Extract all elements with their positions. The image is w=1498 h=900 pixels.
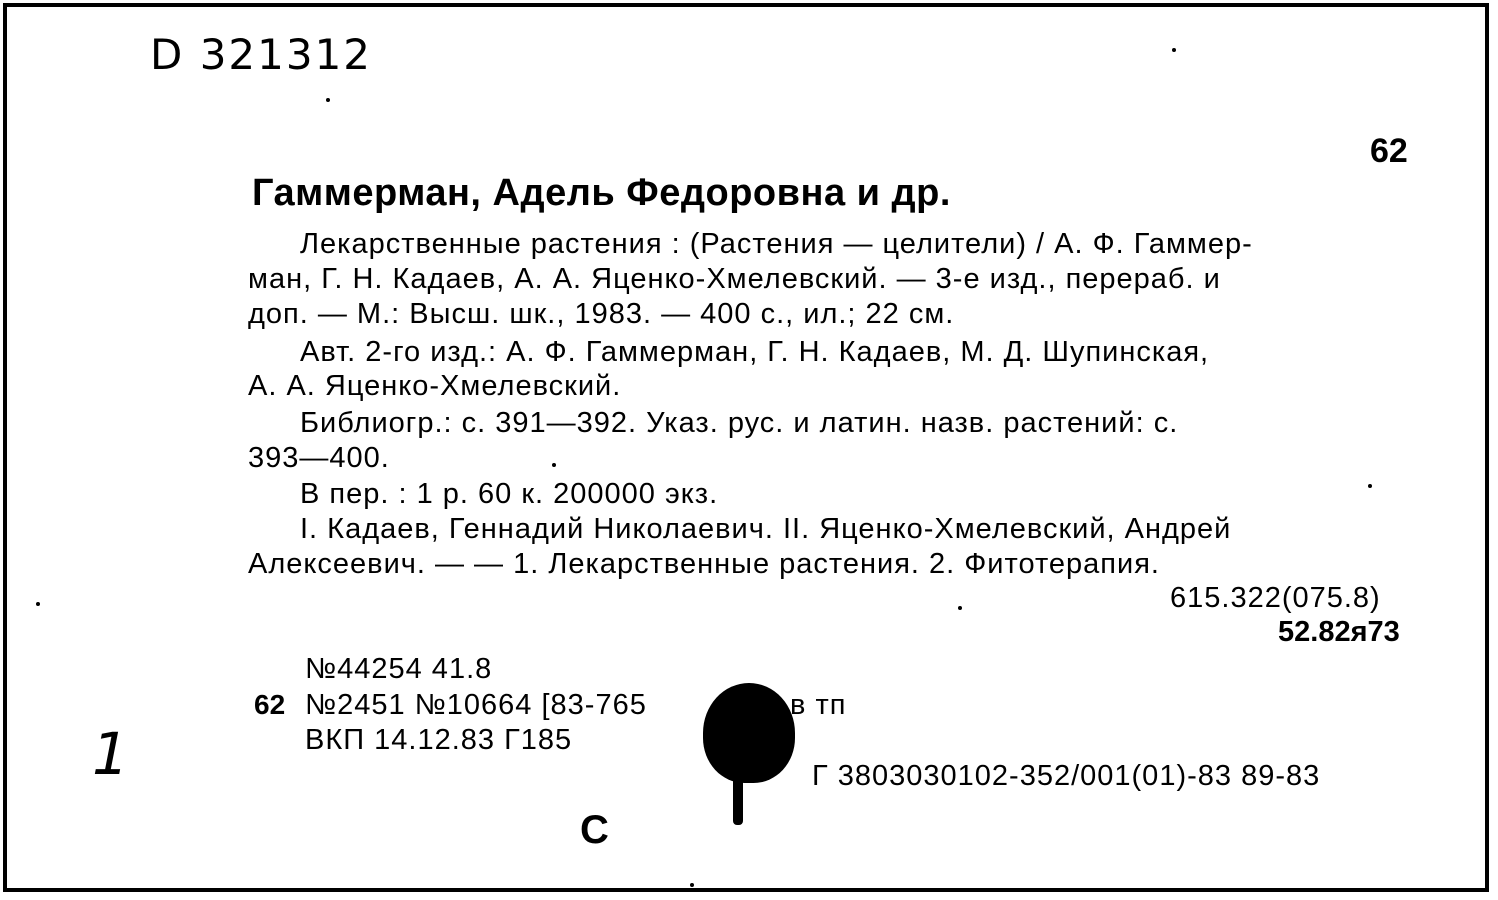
footer-line-2-suffix: в тп (790, 689, 847, 721)
bibliography-line-2: 393—400. (248, 442, 390, 474)
authors-note-line-2: А. А. Яценко-Хмелевский. (248, 370, 622, 402)
description-line-1: Лекарственные растения : (Растения — целители) / А. Ф. Гаммер- (300, 228, 1253, 260)
authors-note-line-1: Авт. 2-го изд.: А. Ф. Гаммерман, Г. Н. Кадаев, М. Д. Шупинская, (300, 336, 1210, 368)
speck (552, 463, 556, 467)
speck (1172, 48, 1176, 52)
footer-line-2-prefix: 62 (254, 689, 286, 720)
speck (1368, 484, 1372, 488)
speck (690, 883, 694, 887)
footer-line-2: №2451 №10664 [83-765 (305, 689, 647, 721)
udc-index: 615.322(075.8) (1170, 582, 1381, 614)
bbk-index: 52.82я73 (1278, 616, 1400, 648)
isbn-line: Г 3803030102-352/001(01)-83 89-83 (812, 760, 1321, 792)
footer-line-1: №44254 41.8 (305, 653, 493, 685)
handwritten-mark: 1 (92, 720, 129, 788)
ink-blot-tail (733, 770, 743, 825)
tracings-line-1: I. Кадаев, Геннадий Николаевич. II. Яценко-Хмелевский, Андрей (300, 513, 1232, 545)
price-line: В пер. : 1 р. 60 к. 200000 экз. (300, 478, 719, 510)
bottom-letter: С (580, 808, 609, 852)
main-heading: Гаммерман, Адель Федоровна и др. (252, 172, 951, 214)
speck (326, 98, 330, 102)
tracings-line-2: Алексеевич. — — 1. Лекарственные растения. 2. Фитотерапия. (248, 548, 1160, 580)
bibliography-line-1: Библиогр.: с. 391—392. Указ. рус. и латин. назв. растений: с. (300, 407, 1179, 439)
description-line-3: доп. — М.: Высш. шк., 1983. — 400 с., ил.; 22 см. (248, 298, 955, 330)
ink-blot (703, 683, 795, 783)
speck (958, 606, 962, 610)
speck (36, 602, 40, 606)
description-line-2: ман, Г. Н. Кадаев, А. А. Яценко-Хмелевский. — 3-е изд., перераб. и (248, 263, 1221, 295)
card-number-top: 62 (1370, 132, 1408, 170)
accession-number: D 321312 (150, 30, 373, 79)
footer-line-3: ВКП 14.12.83 Г185 (305, 724, 573, 756)
